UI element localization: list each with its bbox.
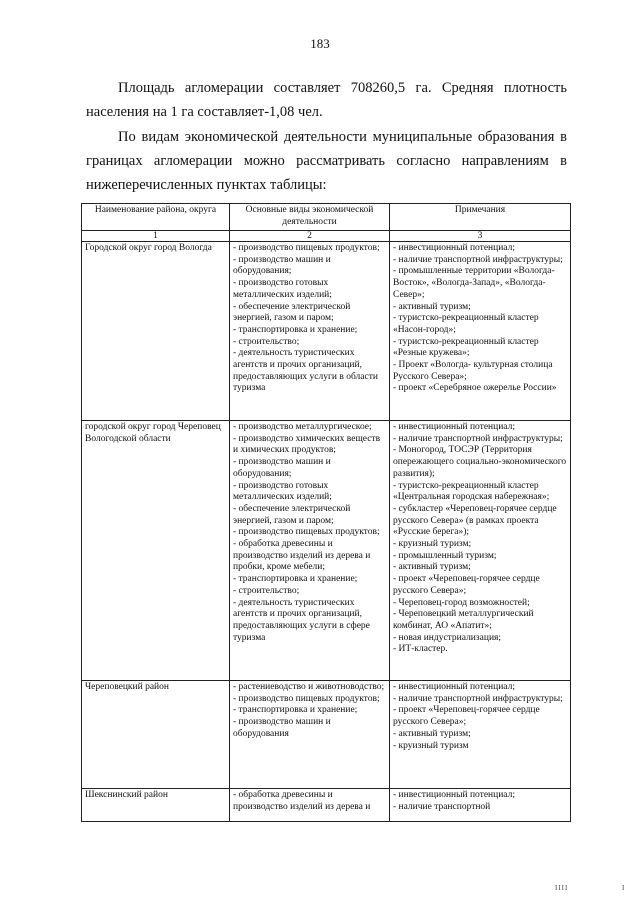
cell-list-item: - проект «Череповец-горячее сердце русского Севера»; [393, 705, 540, 728]
cell-list-item: - производство готовых металлических изделий; [233, 480, 332, 503]
table-row [82, 789, 571, 822]
cell-list-item: - субкластер «Череповец-горячее сердце русского Севера» (в рамках проекта «Русские берега»); [393, 503, 557, 538]
cell-list-item: - проект «Череповец-горячее сердце русского Севера»; [393, 574, 540, 596]
cell-list-item: - круизный туризм [393, 740, 469, 751]
notes-cell [390, 681, 571, 789]
cell-list-item: - строительство; [233, 585, 300, 596]
cell-list-item: - Череповецкий металлургический комбинат, АО «Апатит»; [393, 609, 534, 631]
region-name: Городской округ город Вологда [82, 242, 230, 421]
cell-list-item: - производство готовых металлических изделий; [233, 278, 332, 300]
footer-mark: I [622, 884, 625, 892]
cell-list-item: - наличие транспортной инфраструктуры; [393, 693, 563, 704]
cell-list-item: - деятельность туристических агентств и прочих организаций, предоставляющих услуги в области туризма [233, 348, 378, 394]
cell-list-item: - растениеводство и животноводство; [233, 682, 385, 692]
cell-list-item: - обеспечение электрической энергией, газом и паром; [233, 503, 351, 526]
activities-cell [230, 242, 390, 421]
paragraph-area-density [86, 76, 567, 124]
cell-list-item: - активный туризм; [393, 728, 471, 739]
region-name: Череповецкий район [82, 681, 230, 789]
cell-list-item: - активный туризм; [393, 301, 471, 312]
header-region-name: Наименование района, округа [82, 204, 230, 231]
cell-list-item: - инвестиционный потенциал; [393, 790, 515, 800]
cell-list-item: - строительство; [233, 336, 300, 347]
cell-list-item: - производство химических веществ и химических продуктов; [233, 433, 381, 456]
column-number: 2 [230, 231, 390, 242]
header-notes: Примечания [390, 204, 571, 231]
table-row [82, 242, 571, 421]
cell-list-item: - круизный туризм; [393, 539, 472, 550]
notes-cell [390, 421, 571, 681]
footer-mark: IIII [555, 884, 569, 892]
regions-table [81, 203, 571, 822]
column-number: 3 [390, 231, 571, 242]
activities-cell [230, 789, 390, 822]
table-row [82, 421, 571, 681]
cell-list-item: - наличие транспортной инфраструктуры; [393, 254, 563, 265]
page-number: 183 [310, 36, 330, 51]
cell-list-item: - производство пищевых продуктов; [233, 243, 380, 253]
cell-list-item: - наличие транспортной инфраструктуры; [393, 433, 563, 444]
column-number-row [82, 231, 571, 242]
cell-list-item: - туристско-рекреационный кластер «Резные кружева»; [393, 336, 539, 359]
activities-cell [230, 681, 390, 789]
cell-list-item: - проект «Серебряное ожерелье России» [393, 383, 557, 394]
cell-list-item: - транспортировка и хранение; [233, 705, 358, 716]
cell-list-item: - транспортировка и хранение; [233, 574, 358, 585]
cell-list-item: - деятельность туристических агентств и прочих организаций, предоставляющих услуги в сфере туризма [233, 597, 370, 643]
cell-list-item: - транспортировка и хранение; [233, 324, 358, 335]
cell-list-item: - промышленные территории «Вологда-Восток», «Вологда-Запад», «Вологда-Север»; [393, 266, 555, 300]
cell-list-item: - инвестиционный потенциал; [393, 682, 515, 692]
cell-list-item: - ИТ-кластер. [393, 644, 448, 655]
cell-list-item: - Череповец-город возможностей; [393, 597, 530, 608]
cell-list-item: - Моногород, ТОСЭР (Территория опережающего социально-экономического развития); [393, 445, 567, 479]
cell-list-item: - производство машин и оборудования; [233, 457, 331, 479]
cell-list-item: - туристско-рекреационный кластер «Насон-город»; [393, 313, 539, 335]
column-number: 1 [82, 231, 230, 242]
cell-list-item: - промышленный туризм; [393, 550, 497, 561]
notes-cell [390, 242, 571, 421]
paragraph-text: По видам экономической деятельности муниципальные образования в границах агломерации можно рассматривать согласно направлениям в нижеперечисленных пунктах таблицы: [86, 129, 567, 193]
header-activities: Основные виды экономической деятельности [230, 204, 390, 231]
notes-cell [390, 789, 571, 822]
cell-list-item: - активный туризм; [393, 562, 471, 573]
cell-list-item: - обработка древесины и производство изделий из дерева и пробки, кроме мебели; [233, 539, 371, 573]
region-name: городской округ город Череповец Вологодской области [82, 421, 230, 681]
cell-list-item: - обеспечение электрической энергией, газом и паром; [233, 301, 351, 324]
table-header-row [82, 204, 571, 231]
paragraph-economic-activity [86, 125, 567, 197]
cell-list-item: - производство пищевых продуктов; [233, 693, 380, 704]
cell-list-item: - Проект «Вологда- культурная столица Русского Севера»; [393, 360, 553, 382]
cell-list-item: - новая индустриализация; [393, 632, 502, 643]
cell-list-item: - производство металлургическое; [233, 422, 372, 432]
cell-list-item: - обработка древесины и производство изделий из дерева и [233, 790, 371, 812]
cell-list-item: - наличие транспортной [393, 801, 491, 812]
cell-list-item: - производство машин и оборудования; [233, 254, 331, 277]
paragraph-text: Площадь агломерации составляет 708260,5 га. Средняя плотность населения на 1 га составляет-1,08 чел. [86, 80, 567, 120]
cell-list-item: - инвестиционный потенциал; [393, 422, 515, 432]
region-name: Шекснинский район [82, 789, 230, 822]
cell-list-item: - производство пищевых продуктов; [233, 527, 380, 538]
table-row [82, 681, 571, 789]
cell-list-item: - туристско-рекреационный кластер «Центральная городская набережная»; [393, 480, 550, 503]
activities-cell [230, 421, 390, 681]
cell-list-item: - производство машин и оборудования [233, 717, 331, 739]
cell-list-item: - инвестиционный потенциал; [393, 243, 515, 253]
